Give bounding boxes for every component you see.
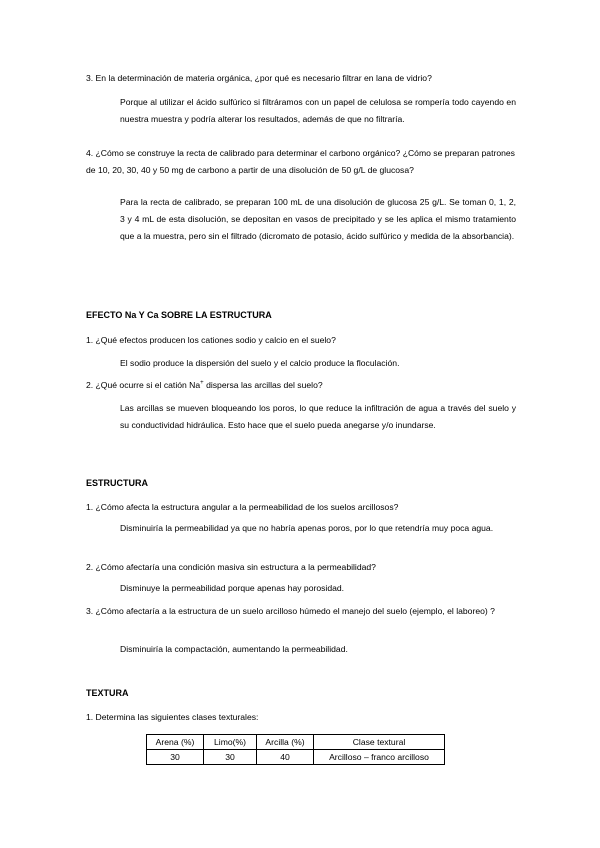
answer-efecto-1: El sodio produce la dispersión del suelo y el calcio produce la floculación. — [120, 358, 400, 368]
question-4: 4. ¿Cómo se construye la recta de calibrado para determinar el carbono orgánico? ¿Cómo se preparan patrones de 10, 20, 30, 40 y 50 mg de carbono a partir de una disolución de 50 g/L de glucosa? — [86, 148, 515, 175]
question-efecto-1: 1. ¿Qué efectos producen los cationes sodio y calcio en el suelo? — [86, 335, 336, 345]
question-estructura-3: 3. ¿Cómo afectaría a la estructura de un suelo arcilloso húmedo el manejo del suelo (ejemplo, el laboreo) ? — [86, 606, 495, 616]
answer-efecto-2: Las arcillas se mueven bloqueando los poros, lo que reduce la infiltración de agua a través del suelo y su conductividad hidráulica. Esto hace que el suelo pueda anegarse y/o inundarse. — [120, 403, 516, 430]
table-cell-arena: 30 — [147, 750, 204, 765]
table-cell-limo: 30 — [204, 750, 257, 765]
answer-4: Para la recta de calibrado, se preparan 100 mL de una disolución de glucosa 25 g/L. Se toman 0, 1, 2, 3 y 4 mL de esta disolución, se depositan en vasos de precipitado y se les aplica el mismo tratamiento que a la muestra, pero sin el filtrado (dicromato de potasio, ácido sulfúrico y medida de la absorbancia). — [120, 197, 516, 241]
table-header-cell: Limo(%) — [204, 735, 257, 750]
table-row — [147, 750, 445, 765]
question-estructura-1: 1. ¿Cómo afecta la estructura angular a la permeabilidad de los suelos arcillosos? — [86, 502, 399, 512]
question-efecto-2 — [86, 377, 516, 394]
answer-estructura-3: Disminuiría la compactación, aumentando la permeabilidad. — [120, 644, 348, 654]
question-textura-1: 1. Determina las siguientes clases texturales: — [86, 712, 259, 722]
table-header-cell: Arena (%) — [147, 735, 204, 750]
table-header-cell: Arcilla (%) — [257, 735, 314, 750]
answer-estructura-1: Disminuiría la permeabilidad ya que no habría apenas poros, por lo que retendría muy poca agua. — [120, 523, 494, 533]
table-cell-clase: Arcilloso – franco arcilloso — [314, 750, 445, 765]
answer-estructura-2: Disminuye la permeabilidad porque apenas hay porosidad. — [120, 583, 345, 593]
heading-estructura: ESTRUCTURA — [86, 478, 148, 488]
na-charge-superscript: + — [200, 380, 204, 387]
heading-textura: TEXTURA — [86, 688, 129, 698]
question-efecto-2-text: 2. ¿Qué ocurre si el catión Na — [86, 380, 201, 390]
question-efecto-2-text-end: dispersa las arcillas del suelo? — [203, 380, 323, 390]
table-header-cell: Clase textural — [314, 735, 445, 750]
question-3: 3. En la determinación de materia orgánica, ¿por qué es necesario filtrar en lana de vidrio? — [86, 73, 432, 83]
question-estructura-2: 2. ¿Cómo afectaría una condición masiva sin estructura a la permeabilidad? — [86, 562, 376, 572]
texture-table — [146, 734, 445, 765]
heading-efecto-na-ca: EFECTO Na Y Ca SOBRE LA ESTRUCTURA — [86, 310, 272, 320]
table-cell-arcilla: 40 — [257, 750, 314, 765]
table-header-row — [147, 735, 445, 750]
answer-3: Porque al utilizar el ácido sulfúrico si filtráramos con un papel de celulosa se rompería todo cayendo en nuestra muestra y podría alterar los resultados, además de que no filtraría. — [120, 97, 516, 124]
